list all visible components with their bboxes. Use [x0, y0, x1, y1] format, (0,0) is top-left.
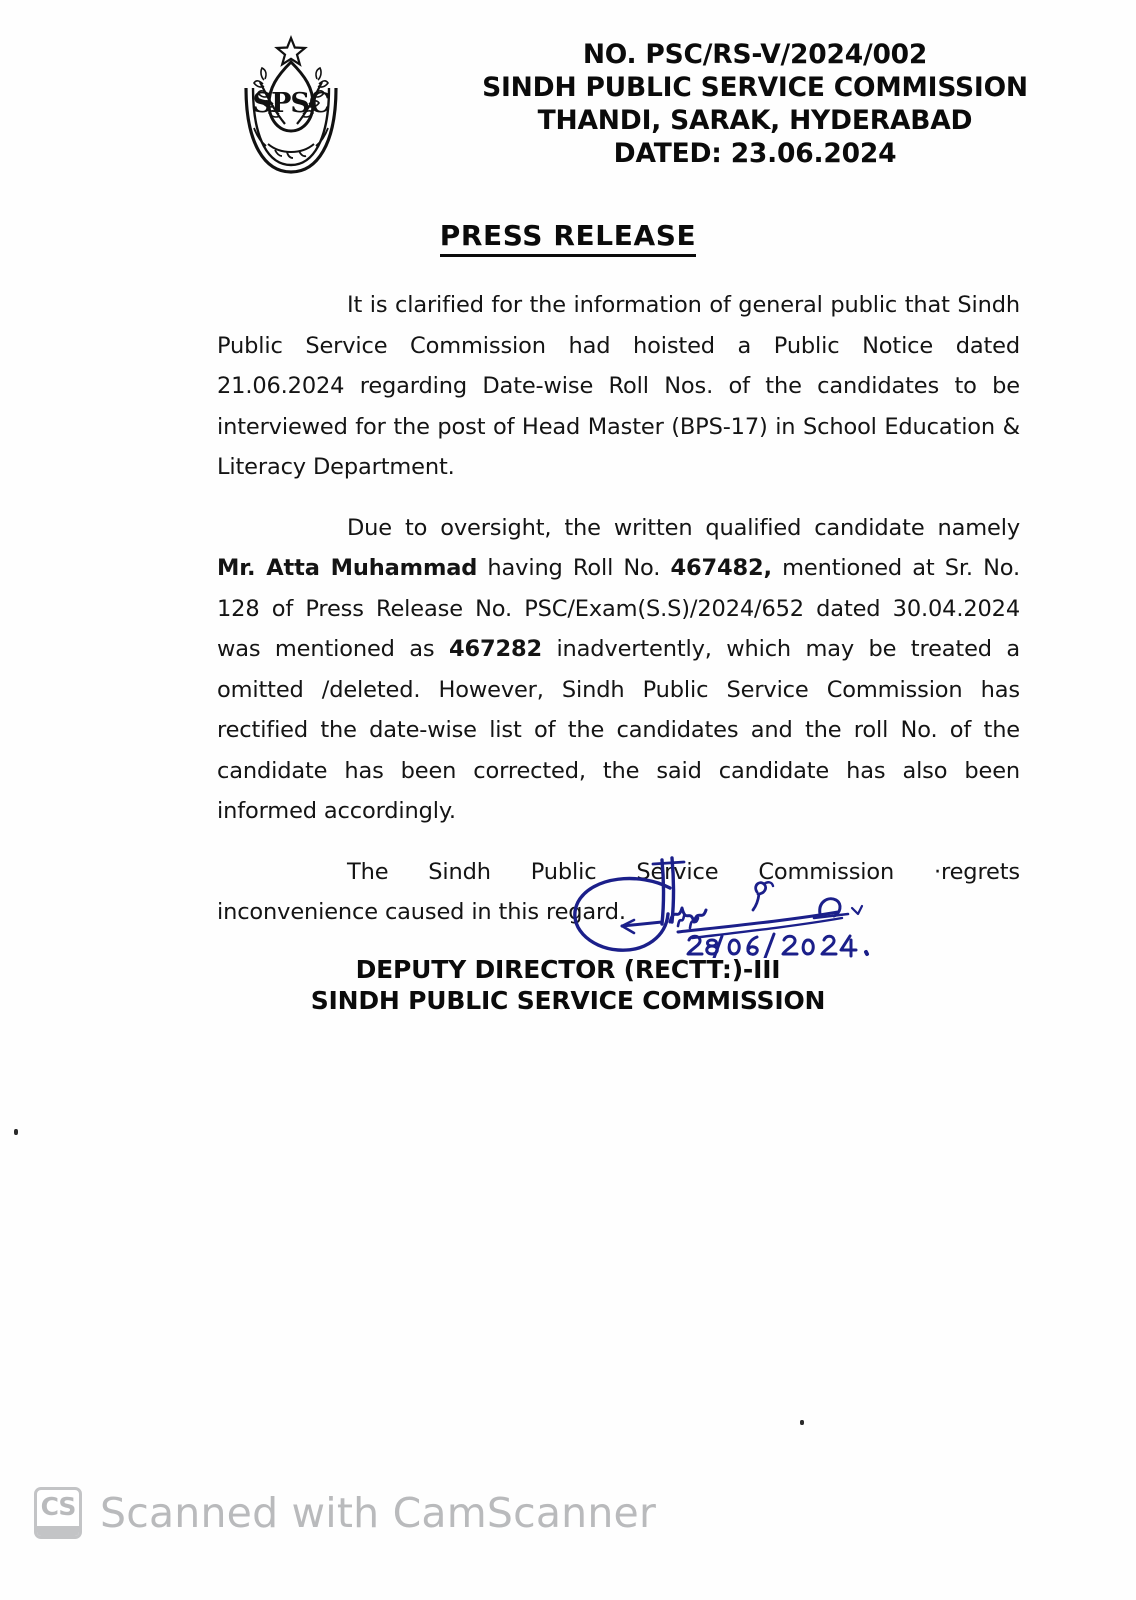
header-address-block	[455, 38, 1055, 170]
paragraph-2-run-3: 467482,	[670, 555, 772, 581]
scan-speck	[800, 1420, 804, 1425]
page-title-text: PRESS RELEASE	[440, 219, 696, 257]
camscanner-watermark-text: Scanned with CamScanner	[100, 1489, 656, 1537]
handwritten-signature-icon	[552, 848, 882, 962]
spsc-emblem-icon	[213, 32, 368, 182]
paragraph-2	[217, 508, 1020, 832]
paragraph-2-run-2: having Roll No.	[477, 555, 671, 581]
paragraph-2-run-4: mentioned at Sr. No. 128 of Press Release No. PSC/Exam(S.S)/2024/652 dated 30.04.2024 was mentioned as	[217, 555, 1020, 662]
paragraph-1-run-0: It is clarified for the information of general public that Sindh Public Service Commission had hoisted a Public Notice dated 21.06.2024 regarding Date-wise Roll Nos. of the candidates to be interviewed for the post of Head Master (BPS-17) in School Education & Literacy Department.	[217, 292, 1020, 480]
camscanner-badge-icon	[34, 1487, 82, 1539]
signature-caption	[0, 954, 1136, 1016]
paragraph-2-run-0: Due to oversight, the written qualified candidate namely	[347, 514, 1020, 541]
camscanner-badge-bar	[37, 1526, 79, 1536]
paragraph-3-run-0: The Sindh Public Service Commission ·regrets inconvenience caused in this regard.	[217, 858, 1020, 925]
header-line-organisation: SINDH PUBLIC SERVICE COMMISSION	[482, 72, 1028, 103]
svg-text:SPSC: SPSC	[252, 88, 330, 119]
header-line-dated: DATED: 23.06.2024	[613, 138, 897, 169]
signature-designation: DEPUTY DIRECTOR (RECTT:)-III	[355, 955, 781, 984]
scan-speck	[14, 1129, 18, 1135]
paragraph-2-run-5: 467282	[448, 636, 542, 662]
paragraph-1	[217, 285, 1020, 488]
header-line-address: THANDI, SARAK, HYDERABAD	[537, 105, 973, 136]
paragraph-2-run-1: Mr. Atta Muhammad	[217, 555, 478, 581]
document-body	[217, 285, 1020, 933]
paragraph-2-run-6: inadvertently, which may be treated a omitted /deleted. However, Sindh Public Service Commission has rectified the date-wise list of the candidates and the roll No. of the candidate has been corrected, the said candidate has also been informed accordingly.	[217, 636, 1020, 824]
document-header	[0, 30, 1136, 190]
header-line-reference-no: NO. PSC/RS-V/2024/002	[582, 39, 928, 70]
camscanner-watermark	[34, 1487, 656, 1539]
signature-organisation: SINDH PUBLIC SERVICE COMMISSION	[310, 986, 826, 1015]
camscanner-badge-label: CS	[40, 1492, 76, 1521]
page-title	[0, 219, 1136, 252]
